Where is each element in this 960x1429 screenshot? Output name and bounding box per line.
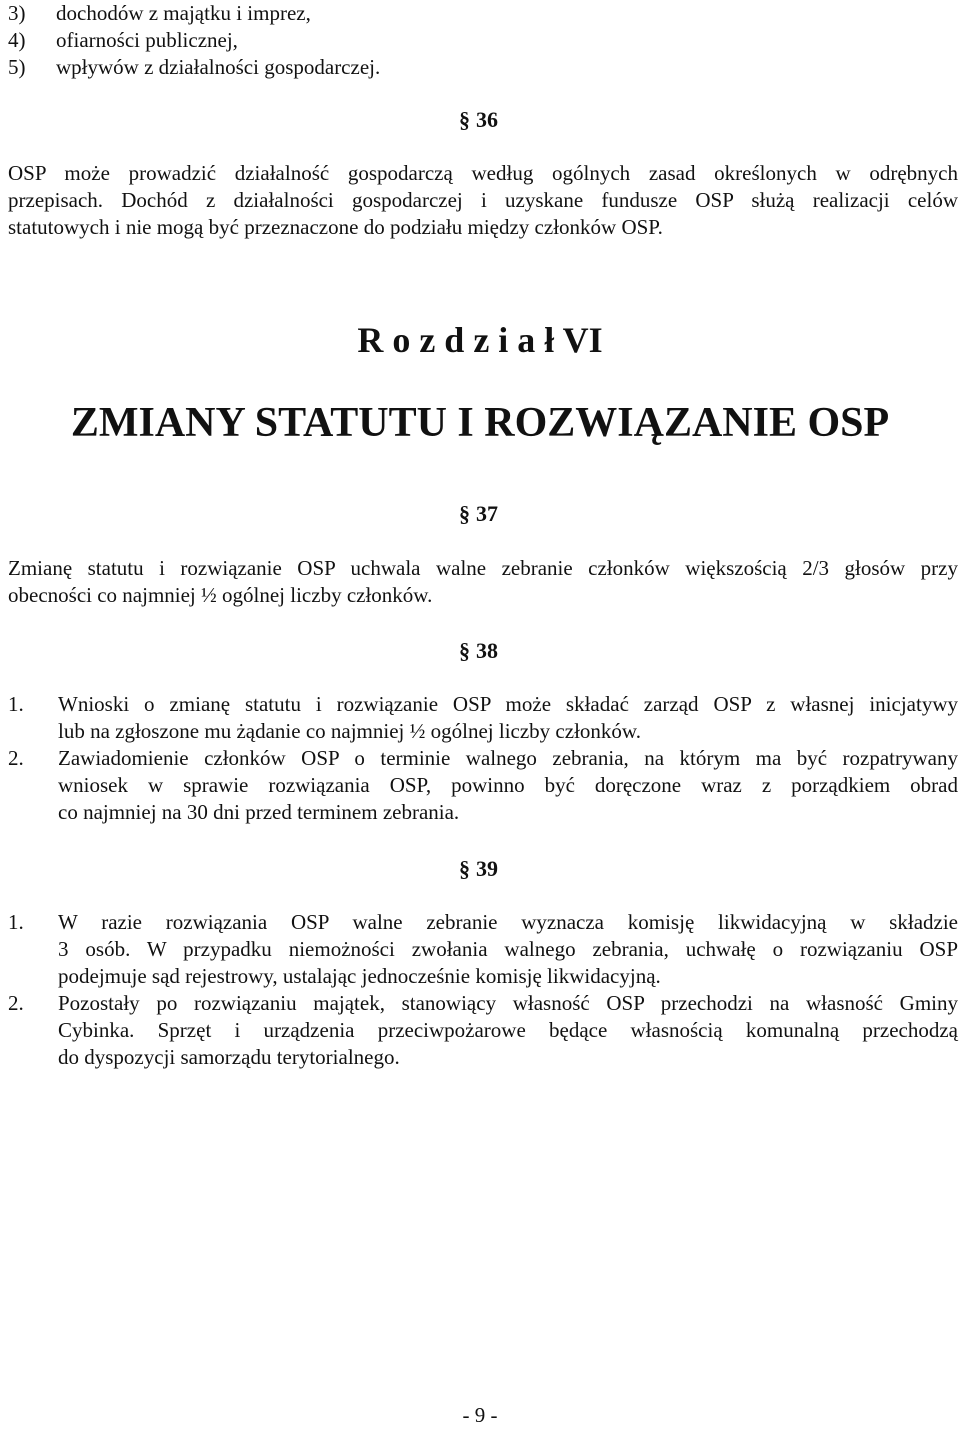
list-text: wpływów z działalności gospodarczej.: [56, 55, 381, 79]
text-line: Zmianę statutu i rozwiązanie OSP uchwala walne zebranie członków większością 2/3 głosów przy: [8, 556, 958, 580]
text-line: W razie rozwiązania OSP walne zebranie wyznacza komisję likwidacyjną w składzie: [58, 910, 958, 934]
text-line: Wnioski o zmianę statutu i rozwiązanie OSP może składać zarząd OSP z własnej inicjatywy: [58, 692, 958, 716]
text-line: OSP może prowadzić działalność gospodarczą według ogólnych zasad określonych w odrębnych: [8, 161, 958, 185]
section-37-text: [8, 555, 958, 609]
chapter-title: ZMIANY STATUTU I ROZWIĄZANIE OSP: [70, 400, 890, 446]
item-number: 2.: [8, 746, 24, 770]
text-line: 3 osób. W przypadku niemożności zwołania walnego zebrania, uchwałę o rozwiązaniu OSP: [58, 937, 958, 961]
section-heading-39: [459, 855, 498, 882]
page-number: - 9 -: [462, 1403, 498, 1427]
section-number: 36: [476, 107, 498, 132]
list-number: 5): [8, 55, 26, 79]
text-line: Pozostały po rozwiązaniu majątek, stanowiący własność OSP przechodzi na własność Gminy: [58, 991, 958, 1015]
text-line: do dyspozycji samorządu terytorialnego.: [58, 1045, 400, 1069]
list-number: 3): [8, 1, 26, 25]
text-line: wniosek w sprawie rozwiązania OSP, powinno być doręczone wraz z porządkiem obrad: [58, 773, 958, 797]
paragraph-sign: §: [459, 501, 470, 526]
text-line: obecności co najmniej ½ ogólnej liczby członków.: [8, 583, 433, 607]
chapter-label: R o z d z i a ł VI: [357, 320, 603, 360]
section-heading-38: [459, 637, 498, 664]
text-line: Zawiadomienie członków OSP o terminie walnego zebrania, na którym ma być rozpatrywany: [58, 746, 958, 770]
text-line: co najmniej na 30 dni przed terminem zebrania.: [58, 800, 460, 824]
list-text: ofiarności publicznej,: [56, 28, 238, 52]
section-number: 39: [476, 856, 498, 881]
item-number: 1.: [8, 910, 24, 934]
section-heading-36: [459, 106, 498, 133]
text-line: lub na zgłoszone mu żądanie co najmniej ½ ogólnej liczby członków.: [58, 719, 641, 743]
item-number: 2.: [8, 991, 24, 1015]
text-line: statutowych i nie mogą być przeznaczone do podziału między członków OSP.: [8, 215, 663, 239]
paragraph-sign: §: [459, 856, 470, 881]
item-number: 1.: [8, 692, 24, 716]
section-number: 38: [476, 638, 498, 663]
list-number: 4): [8, 28, 26, 52]
paragraph-sign: §: [459, 638, 470, 663]
paragraph-sign: §: [459, 107, 470, 132]
text-line: podejmuje sąd rejestrowy, ustalając jednocześnie komisję likwidacyjną.: [58, 964, 661, 988]
text-line: przepisach. Dochód z działalności gospodarczej i uzyskane fundusze OSP służą realizacji celów: [8, 188, 958, 212]
section-36-text: [8, 160, 958, 241]
text-line: Cybinka. Sprzęt i urządzenia przeciwpożarowe będące własnością komunalną przechodzą: [58, 1018, 958, 1042]
section-number: 37: [476, 501, 498, 526]
section-heading-37: [459, 500, 498, 527]
list-text: dochodów z majątku i imprez,: [56, 1, 311, 25]
